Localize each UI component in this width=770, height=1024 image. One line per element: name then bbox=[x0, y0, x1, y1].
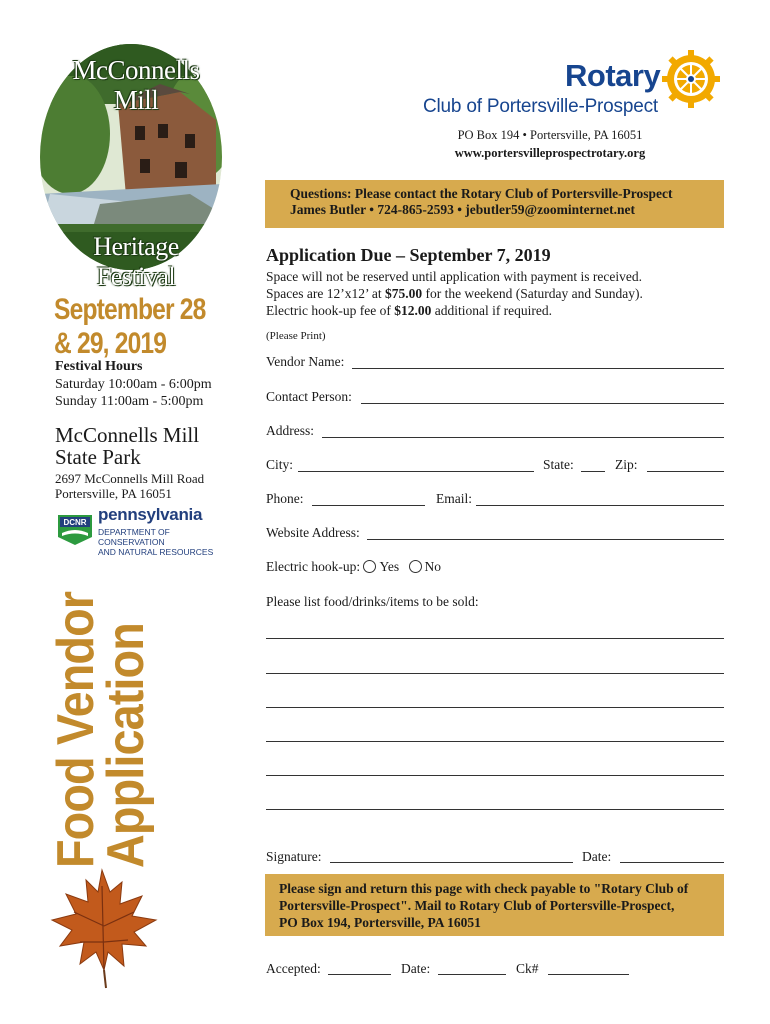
city-field[interactable] bbox=[298, 471, 534, 472]
electric-hookup-label: Electric hook-up: bbox=[266, 559, 361, 574]
vertical-title-line1: Food Vendor bbox=[47, 591, 105, 868]
signature-date-label: Date: bbox=[582, 849, 612, 864]
website-field[interactable] bbox=[367, 539, 724, 540]
rotary-wheel-icon bbox=[660, 48, 722, 110]
phone-label: Phone: bbox=[266, 491, 304, 506]
application-info-line3: Electric hook-up fee of $12.00 additional if required. bbox=[266, 303, 553, 318]
mailing-instructions-line2: Portersville-Prospect". Mail to Rotary Club of Portersville-Prospect, bbox=[279, 898, 675, 913]
office-date-label: Date: bbox=[401, 961, 431, 976]
check-number-label: Ck# bbox=[516, 961, 539, 976]
items-line[interactable] bbox=[266, 673, 724, 674]
application-info bbox=[266, 268, 726, 319]
items-line[interactable] bbox=[266, 741, 724, 742]
items-line[interactable] bbox=[266, 707, 724, 708]
mailing-instructions-line3: PO Box 194, Portersville, PA 16051 bbox=[279, 915, 481, 930]
rotary-wordmark: Rotary bbox=[565, 58, 661, 93]
zip-label: Zip: bbox=[615, 457, 638, 472]
items-line[interactable] bbox=[266, 809, 724, 810]
festival-logo-title: McConnells Mill bbox=[72, 55, 200, 115]
rotary-mailing-address: PO Box 194 • Portersville, PA 16051 bbox=[457, 128, 643, 142]
dcnr-badge-text: DCNR bbox=[63, 518, 87, 527]
park-name-line2: State Park bbox=[55, 445, 141, 469]
zip-field[interactable] bbox=[647, 471, 724, 472]
contact-person-field[interactable] bbox=[361, 403, 724, 404]
application-info-line2: Spaces are 12’x12’ at $75.00 for the weekend (Saturday and Sunday). bbox=[266, 286, 643, 301]
dcnr-department-line1: DEPARTMENT OF CONSERVATION bbox=[98, 527, 170, 547]
check-number-field[interactable] bbox=[548, 974, 629, 975]
park-name bbox=[55, 424, 255, 468]
festival-dates-line1: September 28 bbox=[54, 293, 206, 326]
electric-yes-label: Yes bbox=[379, 559, 400, 574]
park-name-line1: McConnells Mill bbox=[55, 423, 200, 447]
festival-dates bbox=[54, 293, 210, 361]
website-label: Website Address: bbox=[266, 525, 360, 540]
phone-field[interactable] bbox=[312, 505, 425, 506]
festival-hours-saturday: Saturday 10:00am - 6:00pm bbox=[55, 377, 212, 392]
signature-date-field[interactable] bbox=[620, 862, 724, 863]
vendor-name-field[interactable] bbox=[352, 368, 724, 369]
accepted-field[interactable] bbox=[328, 974, 391, 975]
autumn-leaf-icon bbox=[50, 866, 160, 990]
signature-field[interactable] bbox=[330, 862, 573, 863]
signature-label: Signature: bbox=[266, 849, 322, 864]
items-prompt: Please list food/drinks/items to be sold: bbox=[266, 594, 479, 609]
address-field[interactable] bbox=[322, 437, 724, 438]
application-info-line1: Space will not be reserved until application with payment is received. bbox=[266, 269, 643, 284]
park-address-line2: Portersville, PA 16051 bbox=[55, 486, 172, 501]
festival-dates-line2: & 29, 2019 bbox=[54, 327, 167, 360]
questions-box bbox=[265, 180, 724, 228]
email-field[interactable] bbox=[476, 505, 724, 506]
festival-hours-heading: Festival Hours bbox=[55, 359, 143, 374]
state-label: State: bbox=[543, 457, 574, 472]
questions-line1: Questions: Please contact the Rotary Club of Portersville-Prospect bbox=[290, 186, 673, 201]
email-label: Email: bbox=[436, 491, 472, 506]
questions-contact: James Butler • 724-865-2593 • jebutler59@zoominternet.net bbox=[290, 202, 635, 217]
festival-hours-sunday: Sunday 11:00am - 5:00pm bbox=[55, 394, 204, 409]
accepted-label: Accepted: bbox=[266, 961, 321, 976]
rotary-club-name: Club of Portersville-Prospect bbox=[423, 96, 658, 117]
vendor-name-label: Vendor Name: bbox=[266, 354, 345, 369]
mailing-instructions-box bbox=[265, 874, 724, 936]
dcnr-logo-icon bbox=[56, 509, 94, 547]
electric-no-label: No bbox=[424, 559, 441, 574]
dcnr-department-line2: AND NATURAL RESOURCES bbox=[98, 547, 214, 557]
items-line[interactable] bbox=[266, 775, 724, 776]
contact-person-label: Contact Person: bbox=[266, 389, 352, 404]
dcnr-department bbox=[98, 527, 238, 557]
park-address-line1: 2697 McConnells Mill Road bbox=[55, 471, 205, 486]
application-due-heading: Application Due – September 7, 2019 bbox=[266, 245, 551, 265]
electric-no-radio[interactable] bbox=[409, 560, 422, 573]
dcnr-state-name: pennsylvania bbox=[98, 505, 203, 524]
vertical-title-line2: Application bbox=[97, 623, 155, 868]
office-date-field[interactable] bbox=[438, 974, 506, 975]
mailing-instructions-line1: Please sign and return this page with check payable to "Rotary Club of bbox=[279, 881, 689, 896]
space-price: $75.00 bbox=[384, 286, 423, 301]
festival-logo-subtitle: Heritage Festival bbox=[93, 232, 179, 291]
city-label: City: bbox=[266, 457, 294, 472]
rotary-website: www.portersvilleprospectrotary.org bbox=[454, 146, 646, 160]
items-line[interactable] bbox=[266, 638, 724, 639]
address-label: Address: bbox=[266, 423, 314, 438]
electric-fee: $12.00 bbox=[394, 303, 432, 318]
please-print-note: (Please Print) bbox=[266, 330, 326, 342]
state-field[interactable] bbox=[581, 471, 605, 472]
electric-yes-radio[interactable] bbox=[363, 560, 376, 573]
electric-hookup-row bbox=[266, 559, 441, 575]
vertical-title bbox=[47, 561, 155, 868]
